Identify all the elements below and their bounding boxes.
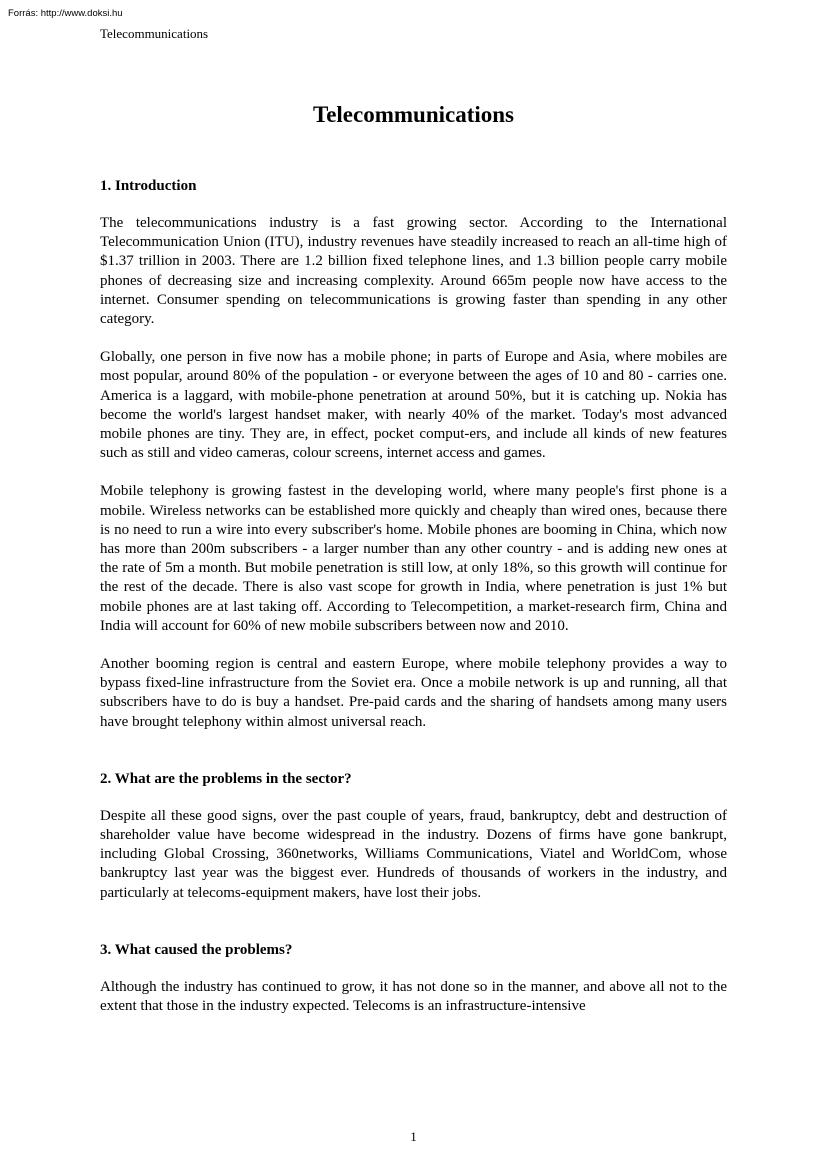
paragraph: The telecommunications industry is a fast growing sector. According to the International Telecommunication Union (ITU), industry revenues have steadily increased to reach an all-time high of $1.37 trillion in 2003. There are 1.2 billion fixed telephone lines, and 1.3 billion people carry mobile phones of decreasing size and increasing complexity. Around 665m people now have access to the internet. Consumer spending on telecommunications is growing faster than spending in any other category. — [100, 215, 727, 328]
paragraph: Despite all these good signs, over the past couple of years, fraud, bankruptcy, debt and destruction of shareholder value have become widespread in the industry. Dozens of firms have gone bankrupt, including Global Crossing, 360networks, Williams Communications, Viatel and WorldCom, whose bankruptcy last year was the biggest ever. Hundreds of thousands of workers in the industry, and particularly at telecoms-equipment makers, have lost their jobs. — [100, 807, 727, 901]
paragraph: Mobile telephony is growing fastest in the developing world, where many people's first phone is a mobile. Wireless networks can be established more quickly and cheaply than wired ones, because there is no need to run a wire into every subscriber's home. Mobile phones are booming in China, which now has more than 200m subscribers - a larger number than any other country - and is adding new ones at the rate of 5m a month. But mobile penetration is still low, at only 18%, so this growth will continue for the rest of the decade. There is also vast scope for growth in India, where penetration is just 1% but mobile phones are at last taking off. According to Telecompetition, a market-research firm, China and India will account for 60% of new mobile subscribers between now and 2010. — [100, 483, 727, 634]
page-title: Telecommunications — [312, 102, 515, 127]
paragraph: Another booming region is central and eastern Europe, where mobile telephony provides a way to bypass fixed-line infrastructure from the Soviet era. Once a mobile network is up and running, all that subscribers have to do is buy a handset. Pre-paid cards and the sharing of handsets among many users have brought telephony within almost universal reach. — [100, 656, 727, 730]
section-heading-problems: 2. What are the problems in the sector? — [100, 770, 352, 787]
running-header: Telecommunications — [100, 26, 209, 41]
section-heading-causes: 3. What caused the problems? — [100, 941, 293, 958]
paragraph: Globally, one person in five now has a mobile phone; in parts of Europe and Asia, where mobiles are most popular, around 80% of the population - or everyone between the ages of 10 and 80 - carries one. America is a laggard, with mobile-phone penetration at around 50%, but it is catching up. Nokia has become the world's largest handset maker, with nearly 40% of the market. Today's most advanced mobile phones are tiny. They are, in effect, pocket comput-ers, and include all kinds of new features such as still and video cameras, colour screens, internet access and games. — [100, 349, 727, 462]
section-heading-introduction: 1. Introduction — [100, 178, 197, 194]
source-note: Forrás: http://www.doksi.hu — [8, 8, 123, 19]
paragraph: Although the industry has continued to grow, it has not done so in the manner, and above all not to the extent that those in the industry expected. Telecoms is an infrastructure-intensive — [100, 978, 727, 1015]
document-body — [100, 100, 727, 1016]
page-number: 1 — [410, 1129, 417, 1144]
